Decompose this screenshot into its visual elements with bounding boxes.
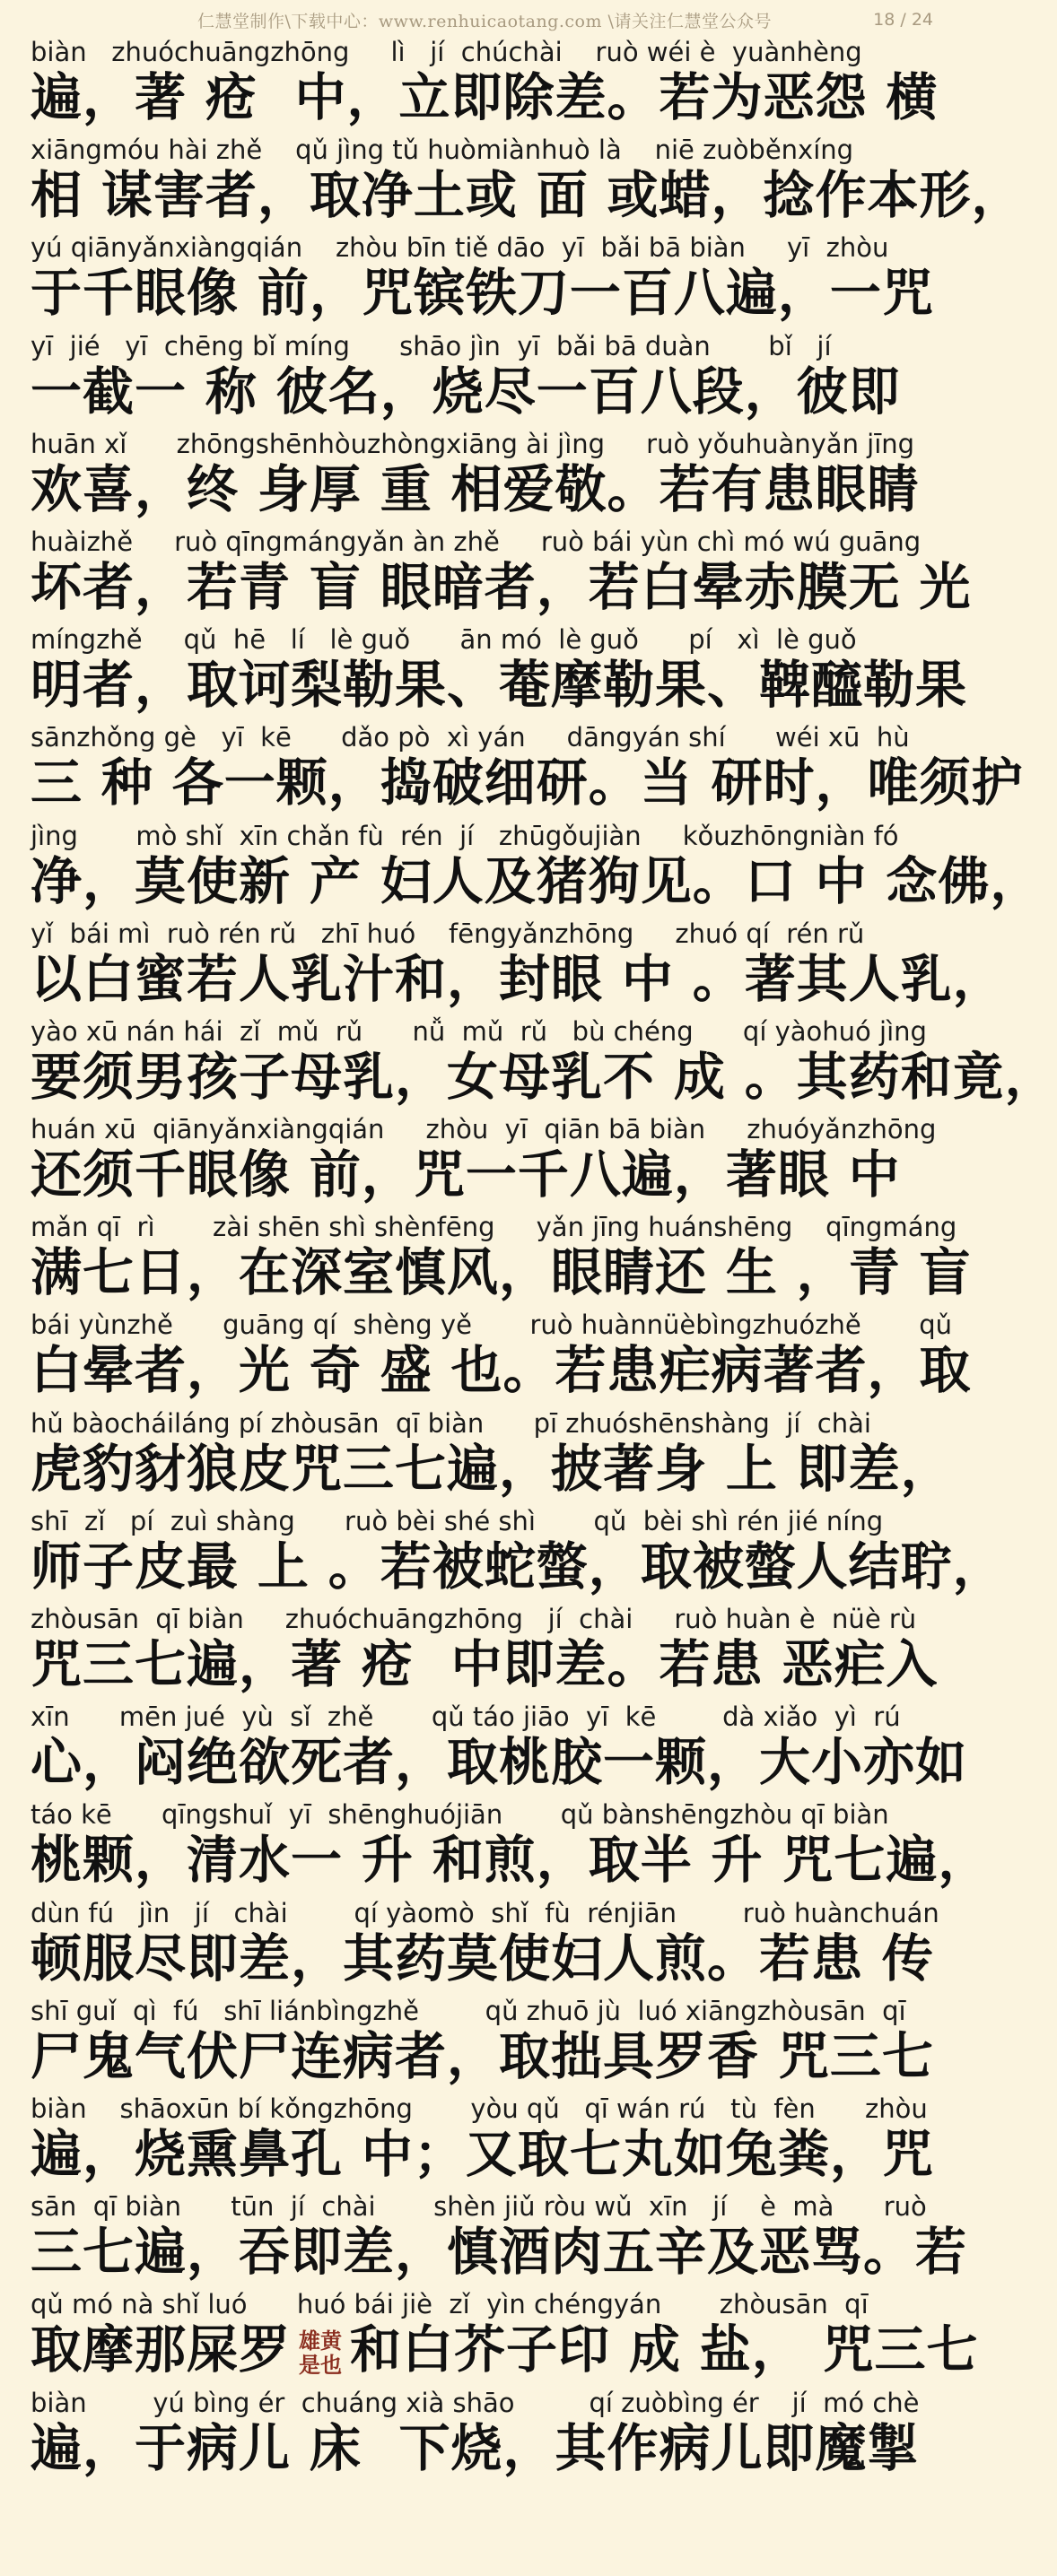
text-line: [31, 1895, 942, 1993]
hanzi-line: 于千眼像 前，咒镔铁刀一百八遍，一咒: [31, 264, 934, 324]
pinyin-line: shī zǐ pí zuì shàng ruò bèi shé shì qǔ bèi shì rén jié níng: [31, 1505, 884, 1536]
text-line: [31, 622, 967, 719]
text-line: [31, 2385, 942, 2483]
text-line: [31, 818, 1043, 916]
pinyin-line: qǔ mó nà shǐ luó huó bái jiè zǐ yìn chéngyán zhòusān qī: [31, 2289, 869, 2320]
pinyin-line: yī jié yī chēng bǐ míng shāo jìn yī bǎi bā duàn bǐ jí: [31, 330, 832, 361]
text-line: [31, 2286, 979, 2384]
hanzi-line: 遍，著 疮 中，立即除差。若为恶怨 横: [31, 68, 939, 127]
page-number: 18 / 24: [873, 10, 933, 30]
text-line: [31, 2189, 967, 2286]
pinyin-line: yú qiānyǎnxiàngqián zhòu bīn tiě dāo yī bǎi bā biàn yī zhòu: [31, 232, 889, 264]
pinyin-line: xīn mēn jué yù sǐ zhě qǔ táo jiāo yī kē dà xiǎo yì rú: [31, 1701, 901, 1733]
text-line: [31, 1797, 991, 1894]
text-line: [31, 1601, 942, 1699]
hanzi-line: 遍，烧熏鼻孔 中；又取七丸如兔粪，咒: [31, 2124, 934, 2184]
hanzi-line: 一截一 称 彼名，烧尽一百八段，彼即: [31, 361, 901, 422]
pinyin-line: mǎn qī rì zài shēn shì shènfēng yǎn jīng huánshēng qīngmáng: [31, 1212, 957, 1243]
text-line: [31, 34, 942, 132]
text-line: [31, 426, 942, 524]
pinyin-line: zhòusān qī biàn zhuóchuāngzhōng jí chài ruò huàn è nüè rù: [31, 1604, 917, 1634]
hanzi-segment: 和白芥子印 成 盐， 咒三七: [350, 2320, 979, 2380]
pinyin-line: huān xǐ zhōngshēnhòuzhòngxiāng ài jìng ruò yǒuhuànyǎn jīng: [31, 428, 915, 459]
hanzi-line: 坏者，若青 盲 眼暗者，若白晕赤膜无 光: [31, 557, 972, 617]
text-line: [31, 1993, 942, 2091]
pinyin-line: bái yùnzhě guāng qí shèng yě ruò huànnüèbìngzhuózhě qǔ: [31, 1310, 952, 1341]
pinyin-line: yǐ bái mì ruò rén rǔ zhī huó fēngyǎnzhōng zhuó qí rén rǔ: [31, 918, 865, 949]
hanzi-line: 相 谋害者，取净土或 面 或蜡，捻作本形，: [31, 166, 1024, 226]
pinyin-line: huán xū qiānyǎnxiàngqián zhòu yī qiān bā biàn zhuóyǎnzhōng: [31, 1114, 937, 1145]
text-line: [31, 1405, 953, 1503]
text-line: [31, 328, 942, 426]
hanzi-line: 桃颗，清水一 升 和煎，取半 升 咒七遍，: [31, 1831, 991, 1891]
text-line: [31, 524, 972, 622]
text-line: [31, 230, 942, 327]
hanzi-line: 虎豹豺狼皮咒三七遍，披著身 上 即差，: [31, 1439, 953, 1499]
pinyin-line: sānzhǒng gè yī kē dǎo pò xì yán dāngyán shí wéi xū hù: [31, 722, 910, 753]
text-line: [31, 916, 1005, 1014]
pinyin-line: yào xū nán hái zǐ mǔ rǔ nǚ mǔ rǔ bù chéng qí yàohuó jìng: [31, 1015, 927, 1047]
pinyin-line: huàizhě ruò qīngmángyǎn àn zhě ruò bái yùn chì mó wú guāng: [31, 526, 922, 557]
pinyin-line: sān qī biàn tūn jí chài shèn jiǔ ròu wǔ xīn jí è mà ruò: [31, 2191, 927, 2223]
hanzi-line: 欢喜，终 身厚 重 相爱敬。若有患眼睛: [31, 459, 920, 519]
text-line: [31, 1503, 1005, 1601]
hanzi-line: 心，闷绝欲死者，取桃胶一颗，大小亦如: [31, 1733, 967, 1793]
hanzi-line: 净，莫使新 产 妇人及猪狗见。口 中 念佛，: [31, 851, 1043, 911]
pinyin-line: biàn zhuóchuāngzhōng lì jí chúchài ruò wéi è yuànhèng: [31, 37, 862, 67]
text-line: [31, 1111, 942, 1209]
pinyin-line: shī guǐ qì fú shī liánbìngzhě qǔ zhuō jù luó xiāngzhòusān qī: [31, 1995, 906, 2026]
hanzi-line: 还须千眼像 前，咒一千八遍，著眼 中: [31, 1145, 901, 1205]
pinyin-line: dùn fú jìn jí chài qí yàomò shǐ fù rénjiān ruò huànchuán: [31, 1897, 939, 1928]
hanzi-line: 三 种 各一颗，捣破细研。当 研时，唯须护: [31, 753, 1024, 814]
pinyin-line: hǔ bàocháiláng pí zhòusān qī biàn pī zhuóshēnshàng jí chài: [31, 1407, 871, 1439]
inline-annotation: 雄黄是也: [299, 2328, 342, 2378]
pinyin-line: xiāngmóu hài zhě qǔ jìng tǔ huòmiànhuò là niē zuòběnxíng: [31, 135, 854, 166]
hanzi-line: 遍，于病儿 床 下烧，其作病儿即魔掣: [31, 2418, 920, 2478]
hanzi-line: 咒三七遍，著 疮 中即差。若患 恶疟入: [31, 1635, 939, 1694]
text-line: [31, 1209, 972, 1307]
text-line: [31, 1307, 972, 1405]
hanzi-line: 顿服尽即差，其药莫使妇人煎。若患 传: [31, 1928, 934, 1989]
hanzi-line: 白晕者，光 奇 盛 也。若患疟病著者，取: [31, 1341, 972, 1401]
hanzi-line: 明者，取诃梨勒果、菴摩勒果、鞞醯勒果: [31, 656, 967, 716]
hanzi-line: [31, 2320, 979, 2384]
hanzi-line: 三七遍，吞即差，慎酒肉五辛及恶骂。若: [31, 2223, 967, 2283]
pinyin-line: táo kē qīngshuǐ yī shēnghuójiān qǔ bànshēngzhòu qī biàn: [31, 1799, 889, 1831]
hanzi-line: 满七日，在深室慎风，眼睛还 生 ，青 盲: [31, 1243, 972, 1303]
header-text: 仁慧堂制作\下载中心：www.renhuicaotang.com \请关注仁慧堂公众号: [197, 11, 772, 31]
text-line: [31, 2091, 942, 2189]
hanzi-line: 尸鬼气伏尸连病者，取拙具罗香 咒三七: [31, 2026, 934, 2086]
hanzi-line: 师子皮最 上 。若被蛇螫，取被螫人结聍，: [31, 1536, 1005, 1597]
text-line: [31, 1014, 1057, 1111]
pinyin-line: míngzhě qǔ hē lí lè guǒ ān mó lè guǒ pí xì lè guǒ: [31, 624, 857, 656]
text-line: [31, 719, 1024, 817]
pinyin-line: jìng mò shǐ xīn chǎn fù rén jí zhūgǒujiàn kǒuzhōngniàn fó: [31, 820, 899, 851]
hanzi-segment: 取摩那屎罗: [31, 2320, 291, 2380]
pinyin-line: biàn shāoxūn bí kǒngzhōng yòu qǔ qī wán rú tù fèn zhòu: [31, 2093, 928, 2124]
text-line: [31, 1699, 967, 1797]
pinyin-line: biàn yú bìng ér chuáng xià shāo qí zuòbìng ér jí mó chè: [31, 2387, 920, 2418]
hanzi-line: 以白蜜若人乳汁和，封眼 中 。著其人乳，: [31, 949, 1005, 1009]
text-line: [31, 132, 1024, 230]
hanzi-line: 要须男孩子母乳，女母乳不 成 。其药和竟，: [31, 1047, 1057, 1107]
text-body: [31, 34, 1057, 2483]
